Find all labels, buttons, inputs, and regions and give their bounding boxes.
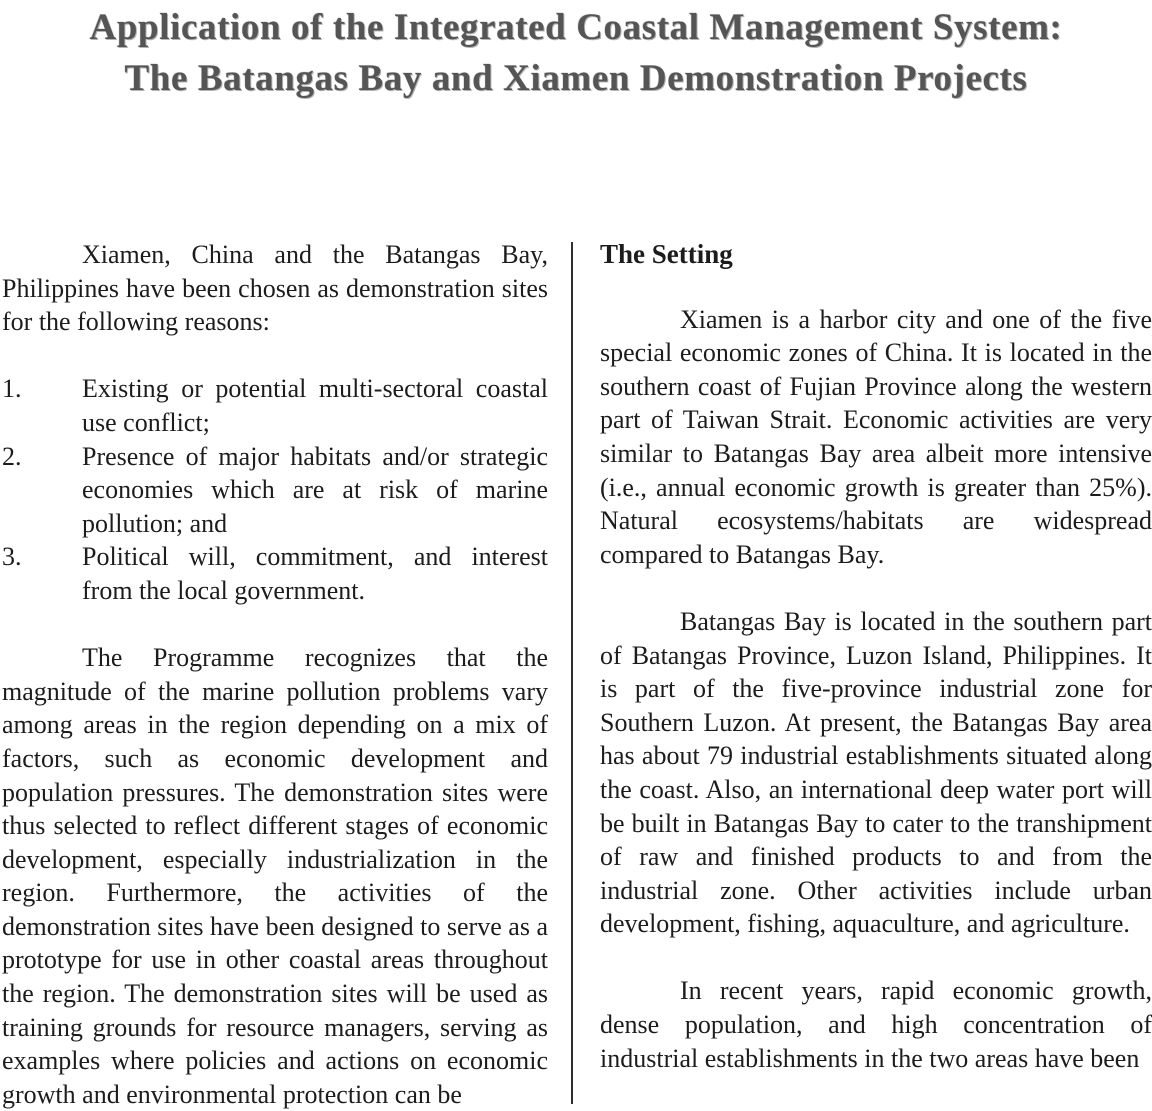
title-line-1: Application of the Integrated Coastal Management System: (89, 7, 1063, 48)
setting-paragraph-xiamen: Xiamen is a harbor city and one of the five special economic zones of China. It is located in the southern coast of Fujian Province along the western part of Taiwan Strait. Economic activities are very similar to Batangas Bay area albeit more intensive (i.e., annual economic growth is greater than 25%). Natural ecosystems/habitats are widespread compared to Batangas Bay. (600, 304, 1152, 569)
list-item (2, 540, 548, 607)
right-column (600, 238, 1152, 1075)
section-heading-the-setting: The Setting (600, 239, 733, 269)
intro-paragraph: Xiamen, China and the Batangas Bay, Philippines have been chosen as demonstration sites for the following reasons: (2, 240, 548, 337)
title-line-2: The Batangas Bay and Xiamen Demonstration Projects (124, 58, 1028, 99)
list-item-number: 3. (2, 542, 22, 572)
reasons-list (2, 372, 548, 607)
setting-paragraph-batangas: Batangas Bay is located in the southern part of Batangas Province, Luzon Island, Philippines. It is part of the five-province industrial zone for Southern Luzon. At present, the Batangas Bay area has about 79 industrial establishments situated along the coast. Also, an international deep water port will be built in Batangas Bay to cater to the transhipment of raw and finished products to and from the industrial zone. Other activities include urban development, fishing, aquaculture, and agriculture. (600, 606, 1152, 939)
list-item-number: 2. (2, 441, 22, 471)
list-item-text: Presence of major habitats and/or strategic economies which are at risk of marine pollution; and (82, 441, 548, 538)
setting-paragraph-recent-years: In recent years, rapid economic growth, dense population, and high concentration of industrial establishments in the two areas have been (600, 976, 1152, 1073)
list-item-text: Existing or potential multi-sectoral coastal use conflict; (82, 374, 548, 437)
list-item-text: Political will, commitment, and interest from the local government. (82, 542, 548, 605)
list-item (2, 440, 548, 541)
list-item (2, 372, 548, 439)
document-title (0, 2, 1152, 104)
left-column (2, 238, 548, 1111)
programme-paragraph: The Programme recognizes that the magnitude of the marine pollution problems vary among areas in the region depending on a mix of factors, such as economic development and population pressures. The demonstration sites were thus selected to reflect different stages of economic development, especially industrialization in the region. Furthermore, the activities of the demonstration sites have been designed to serve as a prototype for use in other coastal areas throughout the region. The demonstration sites will be used as training grounds for resource managers, serving as examples where policies and actions on economic growth and environmental protection can be (2, 643, 548, 1109)
column-divider-rule (571, 242, 573, 1104)
list-item-number: 1. (2, 374, 22, 404)
